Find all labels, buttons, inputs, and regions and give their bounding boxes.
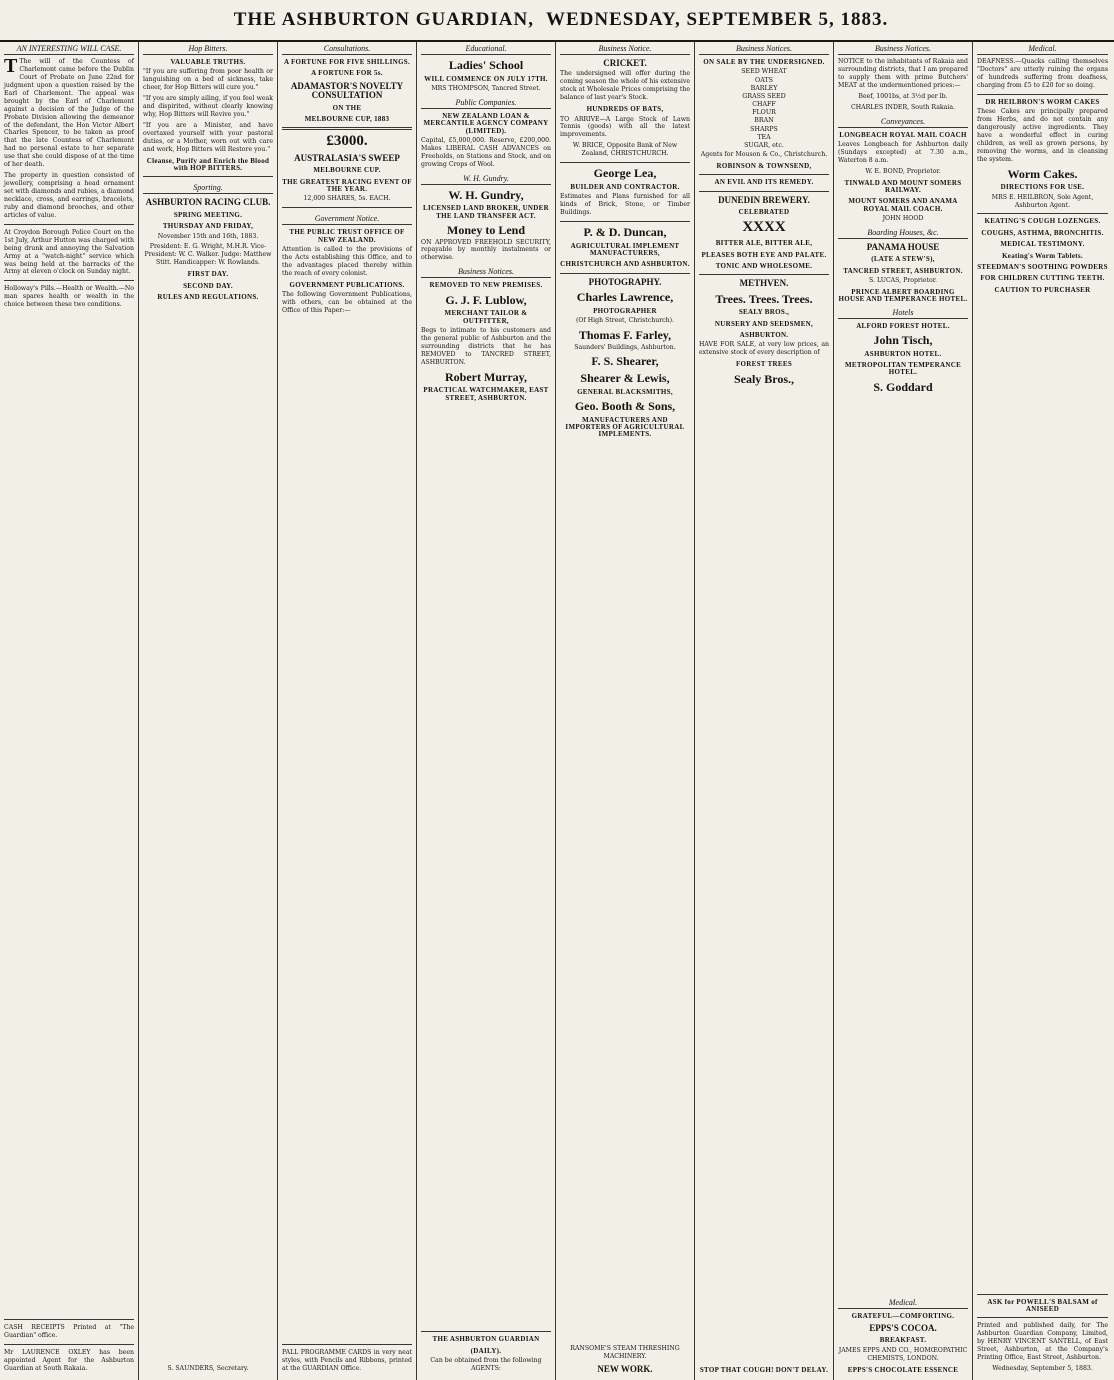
list-item: BARLEY — [750, 84, 778, 92]
divider — [4, 224, 134, 225]
ad-text: November 15th and 16th, 1883. — [157, 232, 259, 240]
signature: S. LUCAS, Proprietor. — [869, 277, 937, 285]
ad-heading: ADAMASTOR'S NOVELTY CONSULTATION — [290, 80, 404, 101]
masthead — [0, 0, 1114, 42]
signature: ROBINSON & TOWNSEND, — [716, 162, 812, 170]
ad-subheading: PRACTICAL WATCHMAKER, EAST STREET, ASHBURTON. — [423, 386, 549, 402]
ad-heading: ASK for POWELL'S BALSAM of ANISEED — [987, 1297, 1098, 1314]
article-paragraph: At Croydon Borough Police Court on the 1st July, Arthur Hutton was charged with being drunk and annoying the Salvation Army at a "watch-night" service which was being held at the barracks of the Army at eleven o'clock on Sunday night. — [4, 228, 134, 276]
ad-text: HAVE FOR SALE, at very low prices, an extensive stock of every description of — [699, 341, 829, 357]
column-header: Consultations. — [282, 42, 412, 55]
ad-text: "If you are suffering from poor health or languishing on a bed of sickness, take cheer, for Hop Bitters will cure you." — [143, 68, 273, 92]
ad-subheading: ASHBURTON. — [739, 330, 789, 339]
ad-subheading: RULES AND REGULATIONS. — [157, 292, 259, 301]
notice: Mr LAURENCE OXLEY has been appointed Agent for the Ashburton Guardian at South Rakaia. — [4, 1349, 134, 1373]
ad-text: MRS THOMPSON, Tancred Street. — [431, 84, 541, 92]
column-footer — [282, 1340, 412, 1376]
divider — [560, 221, 690, 222]
column-header: Business Notices. — [699, 42, 829, 55]
ad-heading: P. & D. Duncan, — [583, 224, 667, 239]
list-item: GRASS SEED — [742, 92, 786, 100]
ad-heading: CRICKET. — [603, 58, 647, 68]
ad-heading: F. S. Shearer, — [591, 354, 659, 369]
issue-date: WEDNESDAY, SEPTEMBER 5, 1883. — [545, 9, 889, 30]
ad-subheading: BUILDER AND CONTRACTOR. — [570, 182, 680, 191]
divider — [977, 94, 1108, 95]
ad-heading: John Tisch, — [873, 333, 933, 348]
ad-heading: METROPOLITAN TEMPERANCE HOTEL. — [844, 361, 962, 377]
section-header: Public Companies. — [421, 96, 551, 109]
divider — [282, 1344, 412, 1345]
ad-text: RANSOME'S STEAM THRESHING MACHINERY. — [570, 1344, 680, 1360]
ad-subheading: BREAKFAST. — [879, 1336, 927, 1345]
column-header: Business Notice. — [560, 42, 690, 55]
ad-text: NOTICE to the inhabitants of Rakaia and surrounding districts, that I am prepared to supply them with prime Butchers' MEAT at the undermentioned prices:— — [838, 58, 968, 89]
divider — [699, 191, 829, 192]
ad-heading: AN EVIL AND ITS REMEDY. — [714, 178, 814, 187]
newspaper-title: THE ASHBURTON GUARDIAN, — [233, 9, 534, 30]
ad-subheading: THURSDAY AND FRIDAY, — [162, 222, 254, 231]
ad-subheading: PHOTOGRAPHER — [593, 306, 657, 315]
ad-text: "If you are a Minister, and have overtaxed yourself with your pastoral duties, or a Mother, worn out with care and work, Hop Bitters will Restore you." — [143, 121, 273, 153]
section-header: Conveyances. — [838, 115, 968, 128]
ad-text: (Of High Street, Christchurch). — [576, 316, 674, 324]
ad-subheading: ON THE — [332, 103, 362, 112]
ad-heading: PRINCE ALBERT BOARDING HOUSE AND TEMPERANCE HOTEL. — [838, 288, 968, 304]
ad-subheading: SPRING MEETING. — [173, 210, 243, 219]
ad-subheading: GRATEFUL—COMFORTING. — [851, 1311, 955, 1320]
ad-text: Saunders' Buildings, Ashburton. — [574, 343, 676, 351]
column-header: Medical. — [977, 42, 1108, 55]
ad-subheading: FOREST TREES — [735, 360, 793, 369]
ad-text: These Cakes are principally prepared from Herbs, and do not contain any dangerously active ingredients. They have a wonderful effect in curing children, as well as grown persons, by removing the worms, and in cleansing the system. — [977, 108, 1108, 163]
article-paragraph: The property in question consisted of jewellery, comprising a head ornament set with diamonds and rubies, a diamond necklace, cross, and earrings, bracelets, ruby and diamond brooches, and other articles of value. — [4, 172, 134, 219]
ad-heading: A FORTUNE FOR FIVE SHILLINGS. — [283, 58, 411, 66]
ad-text: ON APPROVED FREEHOLD SECURITY, repayable by monthly instalments or otherwise. — [421, 238, 551, 262]
divider — [143, 176, 273, 177]
column-footer — [977, 1290, 1108, 1376]
ad-text: President: E. G. Wright, M.H.R. Vice-President: W. C. Walker. Judge: Matthew Stitt. Handicapper: W. Rowlands. — [144, 243, 272, 267]
signature: JAMES EPPS AND CO., HOMŒOPATHIC CHEMISTS, LONDON. — [838, 1346, 968, 1362]
divider — [977, 1294, 1108, 1295]
ad-subheading: MANUFACTURERS AND IMPORTERS OF AGRICULTURAL IMPLEMENTS. — [565, 415, 685, 439]
column-3 — [278, 42, 417, 1380]
column-4 — [417, 42, 556, 1380]
ad-subheading: TANCRED STREET, ASHBURTON. — [843, 266, 963, 275]
list-item: SHARPS — [750, 125, 778, 133]
ad-subheading: HUNDREDS OF BATS, — [586, 105, 664, 114]
ad-heading: GOVERNMENT PUBLICATIONS. — [289, 280, 405, 289]
divider — [4, 280, 134, 281]
divider — [977, 1317, 1108, 1318]
list-item: SEED WHEAT — [741, 68, 787, 76]
ad-subheading: SECOND DAY. — [183, 281, 233, 290]
signature: W. E. BOND, Proprietor. — [865, 167, 941, 175]
divider — [4, 1319, 134, 1320]
ad-subheading: AGRICULTURAL IMPLEMENT MANUFACTURERS, — [570, 241, 680, 257]
divider — [699, 274, 829, 275]
ad-heading: EPPS'S CHOCOLATE ESSENCE — [847, 1365, 959, 1374]
ad-subheading: CHRISTCHURCH AND ASHBURTON. — [560, 260, 690, 269]
ad-heading: Robert Murray, — [445, 369, 527, 384]
divider — [560, 162, 690, 163]
ad-heading: George Lea, — [593, 166, 657, 181]
ad-heading: Trees. Trees. Trees. — [715, 291, 813, 306]
ad-heading: ON SALE BY THE UNDERSIGNED. — [703, 58, 825, 66]
ad-subheading: SEALY BROS., — [738, 308, 790, 317]
ad-subheading: (LATE A STEW'S), — [871, 255, 935, 264]
ad-subheading: MELBOURNE CUP. — [313, 166, 381, 175]
column-8 — [973, 42, 1112, 1380]
ad-heading: STOP THAT COUGH! DON'T DELAY. — [699, 1365, 829, 1374]
column-2 — [139, 42, 278, 1380]
column-header: Hop Bitters. — [143, 42, 273, 55]
article-paragraph: T The will of the Countess of Charlemont came before the Dublin Court of Probate on June 22nd for judgment upon a question raised by the Earl of Charlemont. The appeal was brought by the Earl of Charlemont against a decision of the Judge of the Probate Division allowing the demeanor of the defendant, the Hon Victor Albert Charles Spencer, to be taken as proof that the late Countess of Charlemont had no personal estate to her separate use that she could dispose of at the time of her death. — [4, 55, 134, 169]
ad-heading: Geo. Booth & Sons, — [574, 398, 676, 413]
ad-heading: AUSTRALASIA'S SWEEP — [294, 153, 400, 163]
section-header: Hotels — [838, 306, 968, 319]
ad-text: "If you are simply ailing, if you feel weak and dispirited, without clearly knowing why, Hop Bitters will Revive you." — [143, 95, 273, 119]
ad-text: PALL PROGRAMME CARDS in very neat styles, with Pencils and Ribbons, printed at the GUARDIAN Office. — [282, 1349, 412, 1373]
ad-heading: Sealy Bros., — [733, 371, 795, 386]
ad-heading: PANAMA HOUSE — [866, 242, 940, 253]
ad-heading: LONGBEACH ROYAL MAIL COACH — [839, 130, 967, 139]
signature: MRS E. HEILBRON, Sole Agent, Ashburton Agent. — [991, 193, 1094, 209]
list-item: FLOUR — [752, 109, 776, 117]
ad-heading: Ladies' School — [448, 58, 524, 72]
ad-subheading: BITTER ALE, BITTER ALE, — [715, 239, 813, 248]
ad-heading: Thomas F. Farley, — [578, 327, 672, 342]
ad-heading: EPPS'S COCOA. — [869, 1323, 937, 1333]
ad-subheading: DIRECTIONS FOR USE. — [1000, 183, 1085, 192]
ad-subheading: MELBOURNE CUP, 1883 — [304, 114, 390, 123]
column-1 — [0, 42, 139, 1380]
divider — [282, 127, 412, 130]
divider — [282, 207, 412, 208]
ad-heading: Charles Lawrence, — [576, 290, 674, 305]
ad-heading: Shearer & Lewis, — [580, 371, 670, 386]
ad-heading: TINWALD AND MOUNT SOMERS RAILWAY. — [844, 178, 962, 195]
signature: W. BRICE, Opposite Bank of New Zealand, CHRISTCHURCH. — [572, 142, 678, 158]
ad-text: Begs to intimate to his customers and the general public of Ashburton and the surrounding districts that he has REMOVED to TANCRED STREET, ASHBURTON. — [421, 326, 551, 366]
columns — [0, 42, 1114, 1380]
divider — [4, 1344, 134, 1345]
ad-subheading: CELEBRATED — [738, 208, 790, 217]
section-header: W. H. Gundry. — [421, 172, 551, 185]
ad-text: TO ARRIVE—A Large Stock of Lawn Tennis (goods) with all the latest improvements. — [560, 115, 690, 139]
ad-text: Attention is called to the provisions of the Acts establishing this Office, and to the advantages placed thereby within the reach of every colonist. — [282, 246, 412, 277]
ad-subheading: (DAILY). — [470, 1346, 502, 1355]
column-footer — [143, 1364, 273, 1376]
section-header: Government Notice. — [282, 212, 412, 225]
ad-heading: Cleanse, Purify and Enrich the Blood with HOP BITTERS. — [146, 156, 270, 173]
list-item: BRAN — [754, 117, 774, 125]
ad-heading: METHVEN. — [739, 278, 789, 289]
ad-subheading: TONIC AND WHOLESOME. — [715, 261, 813, 270]
ad-text: Agents for Mouson & Co., Christchurch. — [700, 151, 828, 159]
ad-heading: ASHBURTON HOTEL. — [864, 349, 942, 358]
ad-subheading: MOUNT SOMERS AND ANAMA ROYAL MAIL COACH. — [848, 197, 958, 213]
ad-heading: REMOVED TO NEW PREMISES. — [429, 281, 543, 290]
ad-heading: ASHBURTON RACING CLUB. — [145, 197, 271, 208]
article-paragraph: Holloway's Pills.—Health or Wealth.—No man spares health or wealth in the choice between these two conditions. — [4, 285, 134, 309]
column-header: AN INTERESTING WILL CASE. — [4, 42, 134, 55]
ad-heading: G. J. F. Lublow, — [445, 292, 527, 307]
column-footer — [421, 1327, 551, 1376]
ad-heading: DUNEDIN BREWERY. — [718, 194, 810, 205]
ad-heading: XXXX — [742, 219, 786, 236]
ad-heading: THE ASHBURTON GUARDIAN — [432, 1335, 540, 1344]
column-footer — [560, 1344, 690, 1376]
drop-cap: T — [4, 55, 18, 77]
ad-heading: ALFORD FOREST HOTEL. — [856, 321, 950, 330]
column-6 — [695, 42, 834, 1380]
ad-subheading: THE GREATEST RACING EVENT OF THE YEAR. — [282, 177, 412, 194]
column-footer — [699, 1363, 829, 1376]
section-header: Medical. — [838, 1296, 968, 1309]
column-header: Business Notices. — [838, 42, 968, 55]
ad-subheading: GENERAL BLACKSMITHS, — [577, 387, 673, 396]
section-header: Business Notices. — [421, 265, 551, 278]
ad-text: Can be obtained from the following AGENTS: — [430, 1357, 542, 1373]
ad-heading: W. H. Gundry, — [448, 187, 524, 202]
ad-heading: £3000. — [326, 133, 368, 150]
ad-heading: PHOTOGRAPHY. — [588, 276, 662, 287]
section-header: Boarding Houses, &c. — [838, 226, 968, 239]
list-item: OATS — [755, 76, 773, 84]
ad-text: The undersigned will offer during the coming season the whole of his extensive stock at Wholesale Prices comprising the balance of last year's Stock. — [560, 70, 690, 102]
ad-heading: Keating's Worm Tablets. — [1002, 251, 1083, 260]
ad-subheading: MERCHANT TAILOR & OUTFITTER, — [444, 309, 528, 325]
ad-subheading: NURSERY AND SEEDSMEN, — [714, 319, 814, 328]
ad-text: Leaves Longbeach for Ashburton daily (Sundays excepted) at 7.30 a.m., Waterton 8 a.m. — [838, 140, 968, 164]
column-footer — [838, 1296, 968, 1376]
ad-heading: NEW ZEALAND LOAN & MERCANTILE AGENCY COMPANY (LIMITED). — [423, 111, 549, 135]
ad-subheading: LICENSED LAND BROKER, UNDER THE LAND TRANSFER ACT. — [423, 204, 549, 220]
column-footer — [4, 1315, 134, 1376]
section-header: Sporting. — [143, 181, 273, 194]
ad-heading: Money to Lend — [447, 222, 525, 237]
signature: CHARLES INDER, South Rakaia. — [851, 103, 955, 111]
ad-text: Estimates and Plans furnished for all kinds of Brick, Stone, or Timber Buildings. — [560, 193, 690, 217]
ad-subheading: CAUTION TO PURCHASER — [994, 285, 1091, 294]
list-item: CHAFF — [752, 101, 776, 109]
ad-heading: STEEDMAN'S SOOTHING POWDERS — [977, 262, 1108, 271]
ad-subheading: A FORTUNE FOR 5s. — [311, 69, 383, 78]
ad-subheading: PLEASES BOTH EYE AND PALATE. — [701, 250, 827, 259]
ad-subheading: MEDICAL TESTIMONY. — [1000, 240, 1085, 249]
column-header: Educational. — [421, 42, 551, 55]
ad-text: The following Government Publications, with others, can be obtained at the Office of this Paper:— — [282, 291, 412, 315]
goods-list — [699, 68, 829, 150]
ad-subheading: WILL COMMENCE ON JULY 17TH. — [424, 74, 548, 83]
ad-subheading: FOR CHILDREN CUTTING TEETH. — [980, 274, 1105, 283]
ad-text: Beef, 1001bs, at 3½d per lb. — [858, 92, 948, 100]
ad-heading: THE PUBLIC TRUST OFFICE OF NEW ZEALAND. — [289, 228, 405, 244]
imprint: Printed and published daily, for The Ashburton Guardian Company, Limited, by HENRY VINCENT SANTELL, of East Street, Ashburton, at the Company's Printing Office, East Street, Ashburton. — [977, 1322, 1108, 1362]
ad-text: DEAFNESS.—Quacks calling themselves "Doctors" are utterly ruining the organs of hundreds suffering from deafness, charging from £5 to £20 for so doing. — [977, 58, 1108, 89]
column-5 — [556, 42, 695, 1380]
imprint-date: Wednesday, September 5, 1883. — [992, 1365, 1093, 1373]
signature: S. SAUNDERS, Secretary. — [167, 1365, 249, 1373]
ad-heading: NEW WORK. — [597, 1363, 653, 1374]
ad-heading: VALUABLE TRUTHS. — [170, 58, 246, 66]
ad-heading: DR HEILBRON'S WORM CAKES — [985, 97, 1100, 106]
ad-subheading: FIRST DAY. — [187, 270, 229, 279]
ad-heading: Worm Cakes. — [1007, 166, 1078, 181]
ad-subheading: COUGHS, ASTHMA, BRONCHITIS. — [981, 228, 1104, 237]
list-item: SUGAR, etc. — [744, 141, 784, 149]
list-item: TEA — [757, 133, 771, 141]
ad-heading: S. Goddard — [873, 379, 933, 394]
ad-text: 12,000 SHARES, 5s. EACH. — [303, 195, 391, 203]
column-7 — [834, 42, 973, 1380]
divider — [977, 213, 1108, 214]
ad-text: Capital, £5,000,000. Reserve, £200,000. Makes LIBERAL CASH ADVANCES on Freeholds, on Stations and Stock, and on growing Crops of Wool. — [421, 136, 551, 168]
signature: JOHN HOOD — [882, 215, 924, 223]
notice: CASH RECEIPTS Printed at "The Guardian" office. — [4, 1324, 134, 1340]
divider — [560, 273, 690, 274]
divider — [699, 174, 829, 175]
divider — [421, 1331, 551, 1332]
ad-heading: KEATING'S COUGH LOZENGES. — [984, 217, 1101, 226]
